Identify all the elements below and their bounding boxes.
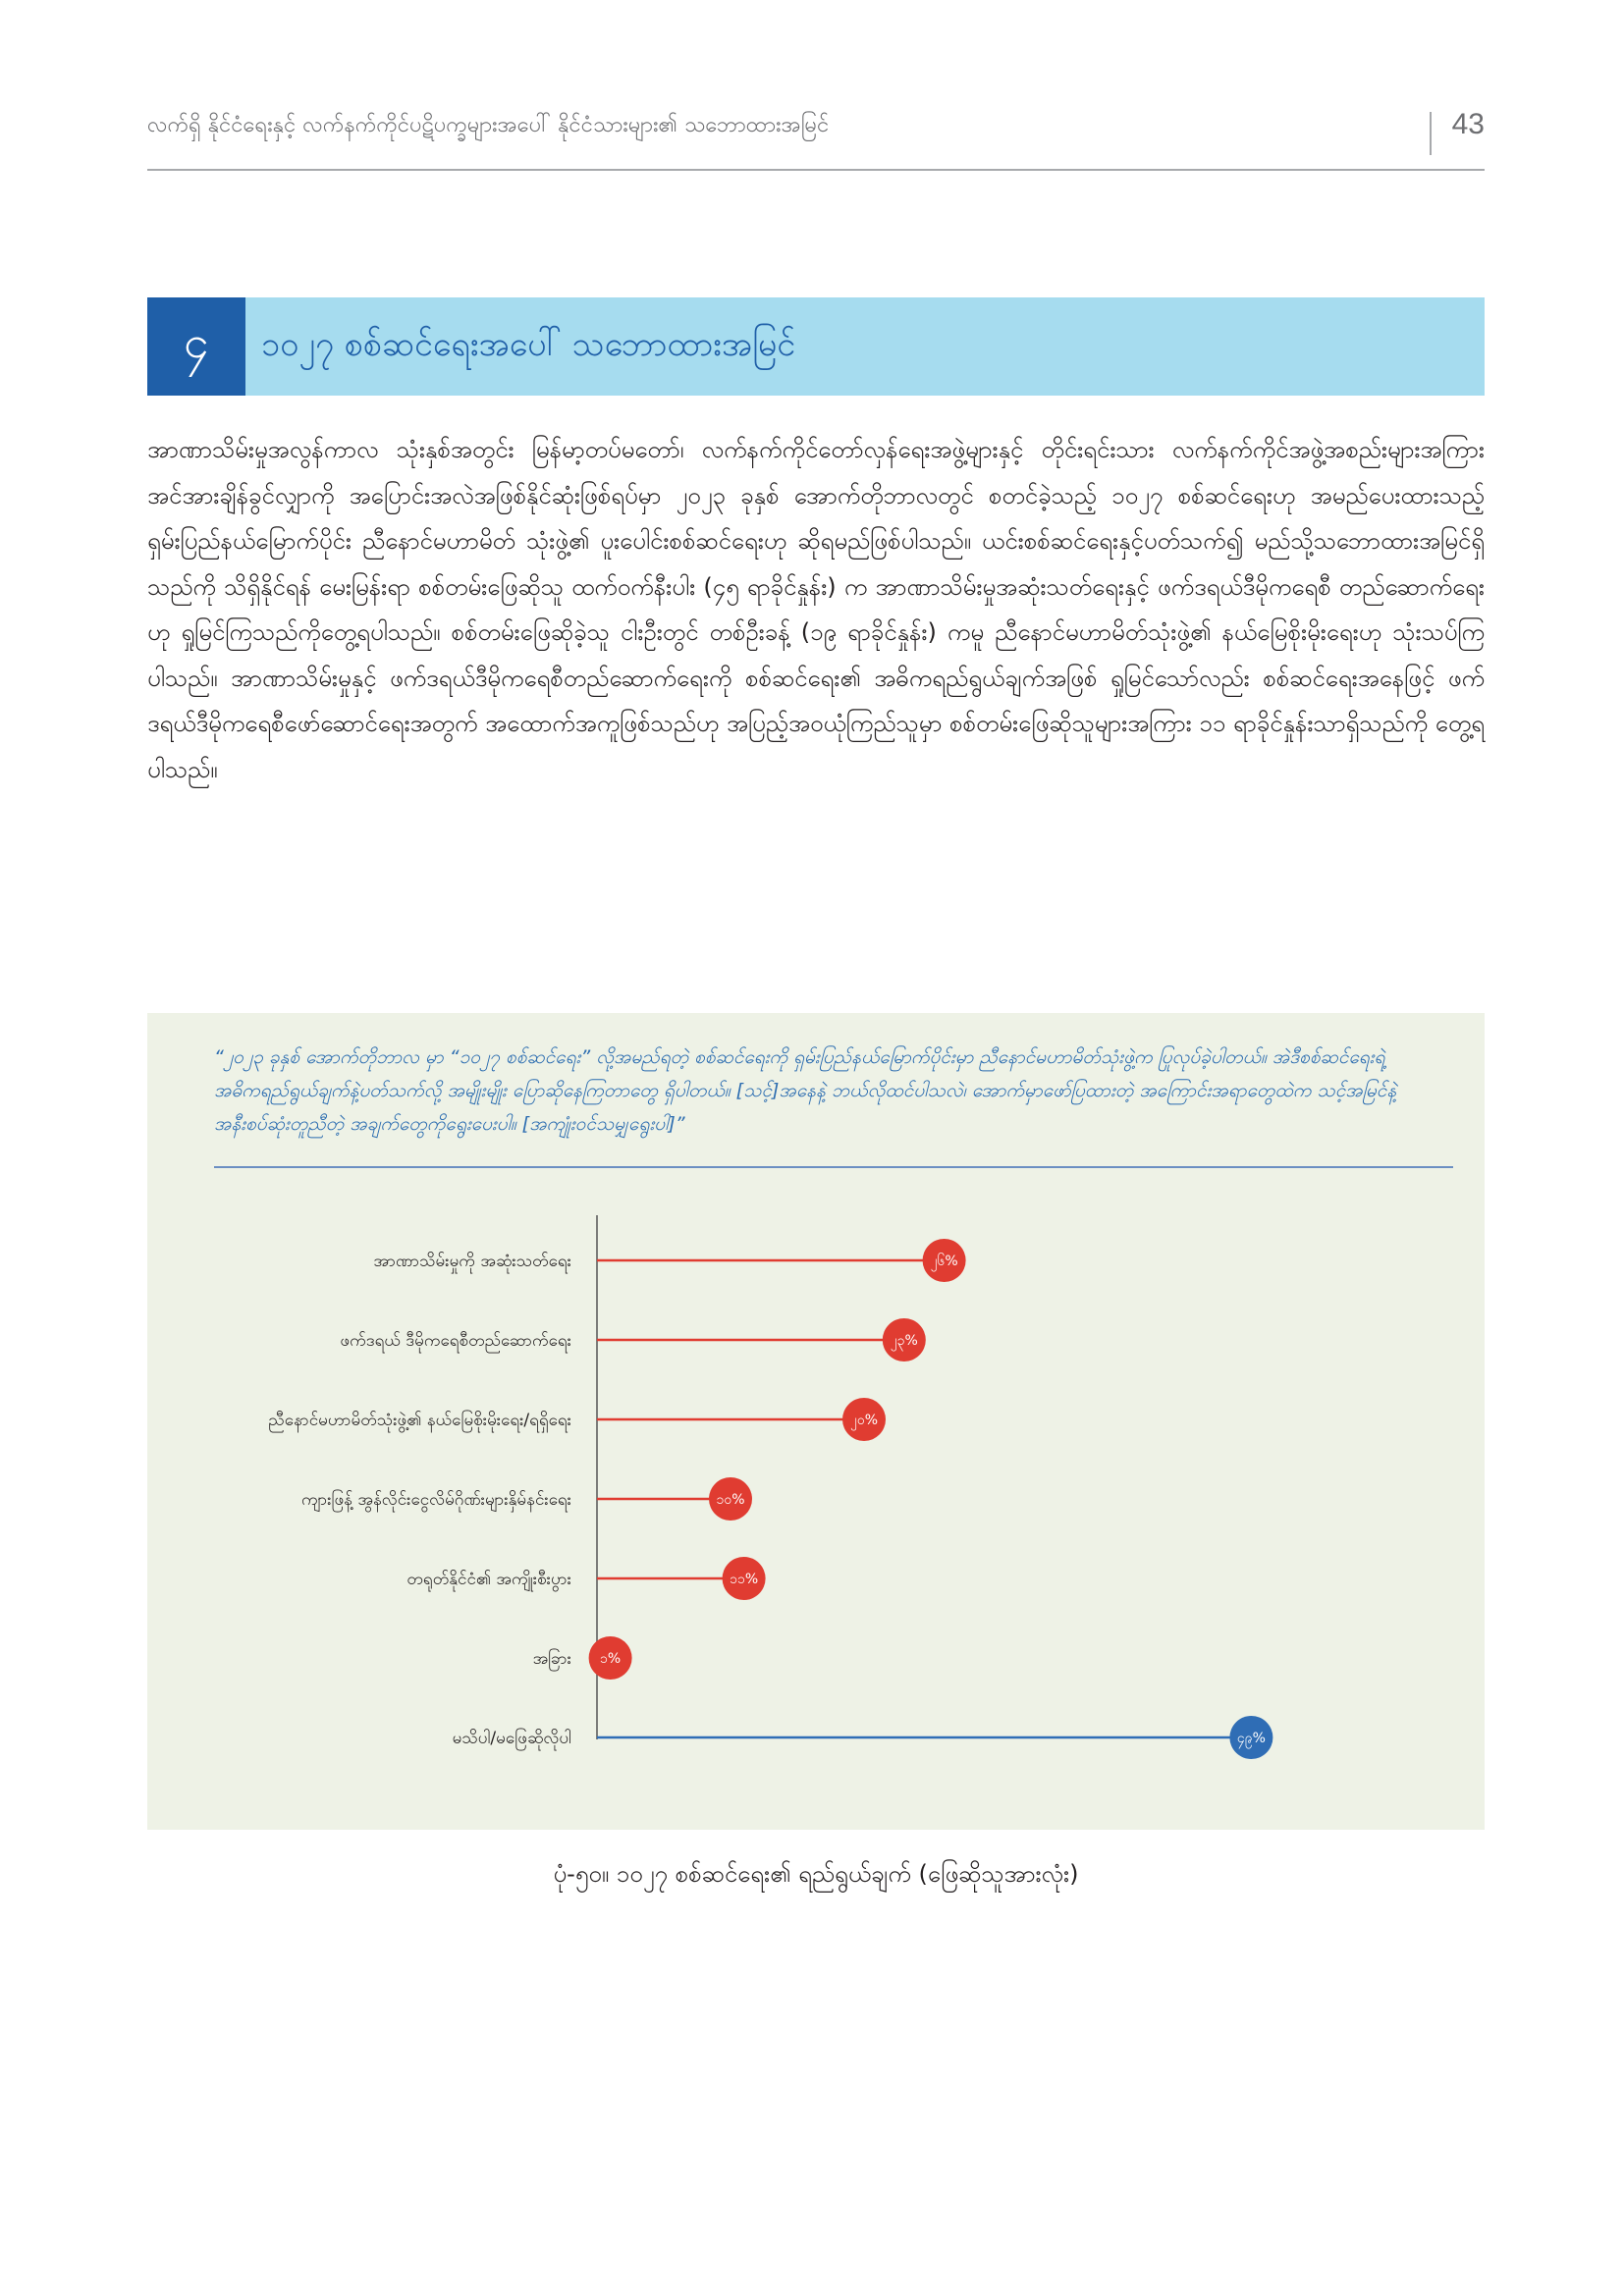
survey-question: “၂၀၂၃ ခုနှစ် အောက်တိုဘာလ မှာ “၁၀၂၇ စစ်ဆင်ရေး” လို့အမည်ရတဲ့ စစ်ဆင်ရေးကို ရှမ်းပြည်နယ်မြောက်ပိုင်းမှာ ညီနောင်မဟာမိတ်သုံးဖွဲ့က ပြုလုပ်ခဲ့ပါတယ်။ အဲဒီစစ်ဆင်ရေးရဲ့ အဓိကရည်ရွယ်ချက်နဲ့ပတ်သက်လို့ အမျိုးမျိုး ပြောဆိုနေကြတာတွေ ရှိပါတယ်။ [သင့်]အနေနဲ့ ဘယ်လိုထင်ပါသလဲ၊ အောက်မှာဖော်ပြထားတဲ့ အကြောင်းအရာတွေထဲက သင့်အမြင်နဲ့ အနီးစပ်ဆုံးတူညီတဲ့ အချက်တွေကိုရွေးပေးပါ။ [အကျုံးဝင်သမျှရွေးပါ]” bbox=[214, 1046, 1397, 1135]
category-label: ဖက်ဒရယ် ဒီမိုကရေစီတည်ဆောက်ရေး bbox=[340, 1331, 571, 1351]
body-paragraph: အာဏာသိမ်းမှုအလွန်ကာလ သုံးနှစ်အတွင်း မြန်မာ့တပ်မတော်၊ လက်နက်ကိုင်တော်လှန်ရေးအဖွဲ့များနှင့် တိုင်းရင်းသား လက်နက်ကိုင်အဖွဲ့အစည်းများအကြား အင်အားချိန်ခွင်လျှာကို အပြောင်းအလဲအဖြစ်နိုင်ဆုံးဖြစ်ရပ်မှာ ၂၀၂၃ ခုနှစ် အောက်တိုဘာလတွင် စတင်ခဲ့သည့် ၁၀၂၇ စစ်ဆင်ရေးဟု အမည်ပေးထားသည့် ရှမ်းပြည်နယ်မြောက်ပိုင်း ညီနောင်မဟာမိတ် သုံးဖွဲ့၏ ပူးပေါင်းစစ်ဆင်ရေးဟု ဆိုရမည်ဖြစ်ပါသည်။ ယင်းစစ်ဆင်ရေးနှင့်ပတ်သက်၍ မည်သို့သဘောထားအမြင်ရှိသည်ကို သိရှိနိုင်ရန် မေးမြန်းရာ စစ်တမ်းဖြေဆိုသူ ထက်ဝက်နီးပါး (၄၅ ရာခိုင်နှုန်း) က အာဏာသိမ်းမှုအဆုံးသတ်ရေးနှင့် ဖက်ဒရယ်ဒီမိုကရေစီ တည်ဆောက်ရေးဟု ရှုမြင်ကြသည်ကိုတွေ့ရပါသည်။ စစ်တမ်းဖြေဆိုခဲ့သူ ငါးဦးတွင် တစ်ဦးခန့် (၁၉ ရာခိုင်နှုန်း) ကမူ ညီနောင်မဟာမိတ်သုံးဖွဲ့၏ နယ်မြေစိုးမိုးရေးဟု သုံးသပ်ကြပါသည်။ အာဏာသိမ်းမှုနှင့် ဖက်ဒရယ်ဒီမိုကရေစီတည်ဆောက်ရေးကို စစ်ဆင်ရေး၏ အဓိကရည်ရွယ်ချက်အဖြစ် ရှုမြင်သော်လည်း စစ်ဆင်ရေးအနေဖြင့် ဖက်ဒရယ်ဒီမိုကရေစီဖော်ဆောင်ရေးအတွက် အထောက်အကူဖြစ်သည်ဟု အပြည့်အဝယုံကြည်သူမှာ စစ်တမ်းဖြေဆိုသူများအကြား ၁၁ ရာခိုင်နှုန်းသာရှိသည်ကို တွေ့ရပါသည်။ bbox=[147, 436, 1486, 783]
category-label: ကျားဖြန့် အွန်လိုင်းငွေလိမ်ဂိုဏ်းများနှိမ်နင်းရေး bbox=[300, 1490, 571, 1510]
section-number: ၄ bbox=[147, 297, 245, 396]
category-label: အာဏာသိမ်းမှုကို အဆုံးသတ်ရေး bbox=[373, 1252, 571, 1271]
running-title: လက်ရှိ နိုင်ငံရေးနှင့် လက်နက်ကိုင်ပဋိပက္ခများအပေါ် နိုင်ငံသားများ၏ သဘောထားအမြင် bbox=[147, 113, 830, 137]
category-label: မသိပါ/မဖြေဆိုလိုပါ bbox=[452, 1729, 571, 1748]
value-label: ၂၆% bbox=[930, 1254, 958, 1269]
bar-chart bbox=[147, 1013, 1485, 1830]
category-label: တရုတ်နိုင်ငံ၏ အကျိုးစီးပွား bbox=[406, 1570, 571, 1589]
value-label: ၂၃% bbox=[890, 1333, 918, 1349]
header-rule bbox=[147, 169, 1485, 171]
value-label: ၄၉% bbox=[1236, 1731, 1266, 1746]
category-label: ညီနောင်မဟာမိတ်သုံးဖွဲ့၏ နယ်မြေစိုးမိုးရေး/ရရှိရေး bbox=[268, 1411, 571, 1430]
category-label: အခြား bbox=[532, 1649, 571, 1669]
section-banner bbox=[147, 297, 1485, 396]
page-number: 43 bbox=[1451, 108, 1485, 140]
section-title: ၁၀၂၇ စစ်ဆင်ရေးအပေါ် သဘောထားအမြင် bbox=[261, 324, 796, 364]
figure-caption: ပုံ-၅၀။ ၁၀၂၇ စစ်ဆင်ရေး၏ ရည်ရွယ်ချက် (ဖြေဆိုသူအားလုံး) bbox=[553, 1860, 1079, 1888]
header-separator bbox=[1430, 112, 1432, 155]
page-header bbox=[147, 106, 1485, 171]
value-label: ၁၀% bbox=[716, 1492, 745, 1508]
chart-panel bbox=[147, 1013, 1485, 1830]
value-label: ၁၁% bbox=[730, 1572, 759, 1587]
value-label: ၁% bbox=[600, 1651, 622, 1667]
value-label: ၂၀% bbox=[849, 1413, 879, 1428]
